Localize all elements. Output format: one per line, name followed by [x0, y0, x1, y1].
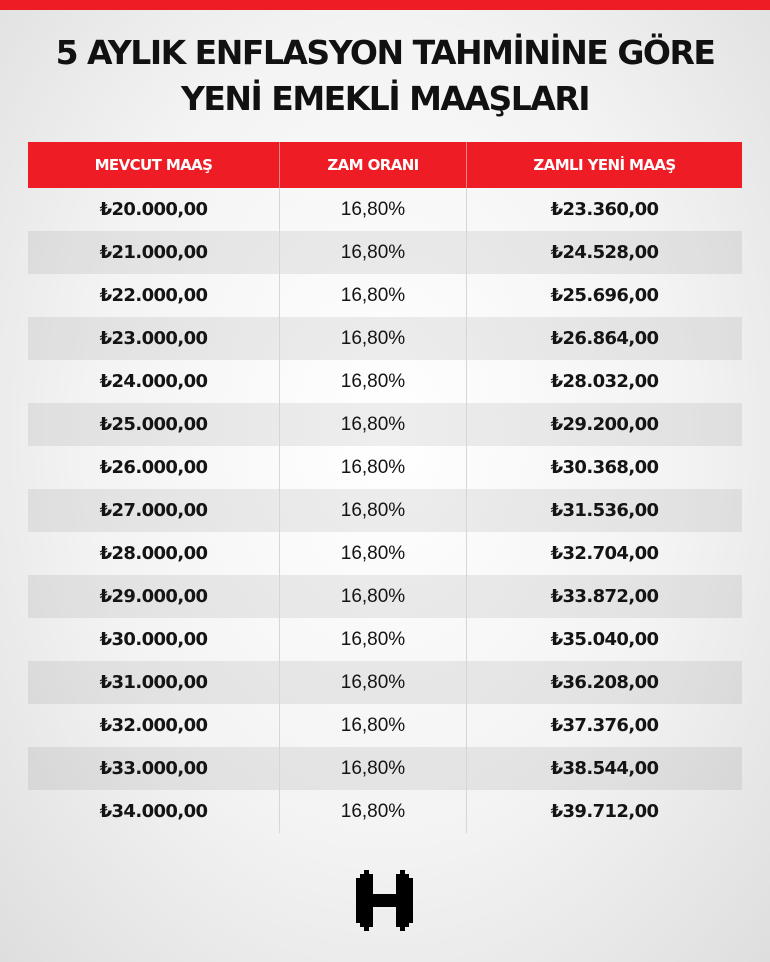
cell-new-salary: ₺23.360,00 [466, 188, 742, 231]
table-row [28, 661, 742, 704]
cell-raise-rate: 16,80% [279, 360, 466, 403]
table-row [28, 704, 742, 747]
cell-new-salary: ₺31.536,00 [466, 489, 742, 532]
title-line-2: YENİ EMEKLİ MAAŞLARI [180, 79, 590, 118]
cell-new-salary: ₺30.368,00 [466, 446, 742, 489]
table-row [28, 532, 742, 575]
cell-raise-rate: 16,80% [279, 747, 466, 790]
cell-raise-rate: 16,80% [279, 188, 466, 231]
table-row [28, 575, 742, 618]
cell-new-salary: ₺38.544,00 [466, 747, 742, 790]
cell-new-salary: ₺24.528,00 [466, 231, 742, 274]
title-line-1: 5 AYLIK ENFLASYON TAHMİNİNE GÖRE [55, 33, 715, 72]
cell-current-salary: ₺32.000,00 [99, 715, 208, 736]
cell-current-salary: ₺27.000,00 [99, 500, 208, 521]
cell-current-salary: ₺24.000,00 [99, 371, 208, 392]
cell-new-salary: ₺28.032,00 [466, 360, 742, 403]
cell-new-salary: ₺39.712,00 [466, 790, 742, 833]
cell-new-salary: ₺35.040,00 [466, 618, 742, 661]
table-row [28, 747, 742, 790]
cell-current-salary: ₺30.000,00 [99, 629, 208, 650]
cell-raise-rate: 16,80% [279, 790, 466, 833]
header-new-salary: ZAMLI YENİ MAAŞ [466, 142, 742, 188]
cell-new-salary: ₺37.376,00 [466, 704, 742, 747]
table-body [28, 188, 742, 833]
cell-new-salary: ₺26.864,00 [466, 317, 742, 360]
table-row [28, 446, 742, 489]
table-row [28, 489, 742, 532]
cell-raise-rate: 16,80% [279, 403, 466, 446]
header-current-salary: MEVCUT MAAŞ [94, 156, 213, 174]
cell-raise-rate: 16,80% [279, 532, 466, 575]
table-row [28, 231, 742, 274]
table-row [28, 403, 742, 446]
cell-current-salary: ₺23.000,00 [99, 328, 208, 349]
h-letter-logo-icon [356, 870, 413, 931]
table-row [28, 360, 742, 403]
cell-new-salary: ₺32.704,00 [466, 532, 742, 575]
salary-table [28, 142, 742, 833]
page-title [0, 30, 770, 122]
cell-raise-rate: 16,80% [279, 489, 466, 532]
table-row [28, 317, 742, 360]
cell-current-salary: ₺25.000,00 [99, 414, 208, 435]
cell-raise-rate: 16,80% [279, 618, 466, 661]
table-row [28, 274, 742, 317]
cell-current-salary: ₺26.000,00 [99, 457, 208, 478]
table-header [28, 142, 742, 188]
cell-new-salary: ₺25.696,00 [466, 274, 742, 317]
cell-raise-rate: 16,80% [279, 446, 466, 489]
cell-current-salary: ₺28.000,00 [99, 543, 208, 564]
cell-raise-rate: 16,80% [279, 317, 466, 360]
cell-raise-rate: 16,80% [279, 704, 466, 747]
cell-raise-rate: 16,80% [279, 575, 466, 618]
cell-current-salary: ₺22.000,00 [99, 285, 208, 306]
table-row [28, 188, 742, 231]
table-row [28, 618, 742, 661]
cell-current-salary: ₺33.000,00 [99, 758, 208, 779]
cell-new-salary: ₺29.200,00 [466, 403, 742, 446]
cell-new-salary: ₺36.208,00 [466, 661, 742, 704]
cell-raise-rate: 16,80% [279, 661, 466, 704]
cell-current-salary: ₺21.000,00 [99, 242, 208, 263]
cell-current-salary: ₺34.000,00 [99, 801, 208, 822]
top-accent-bar [0, 0, 770, 10]
cell-current-salary: ₺20.000,00 [99, 199, 208, 220]
cell-raise-rate: 16,80% [279, 274, 466, 317]
cell-raise-rate: 16,80% [279, 231, 466, 274]
cell-current-salary: ₺31.000,00 [99, 672, 208, 693]
header-raise-rate: ZAM ORANI [279, 142, 466, 188]
table-row [28, 790, 742, 833]
cell-new-salary: ₺33.872,00 [466, 575, 742, 618]
cell-current-salary: ₺29.000,00 [99, 586, 208, 607]
